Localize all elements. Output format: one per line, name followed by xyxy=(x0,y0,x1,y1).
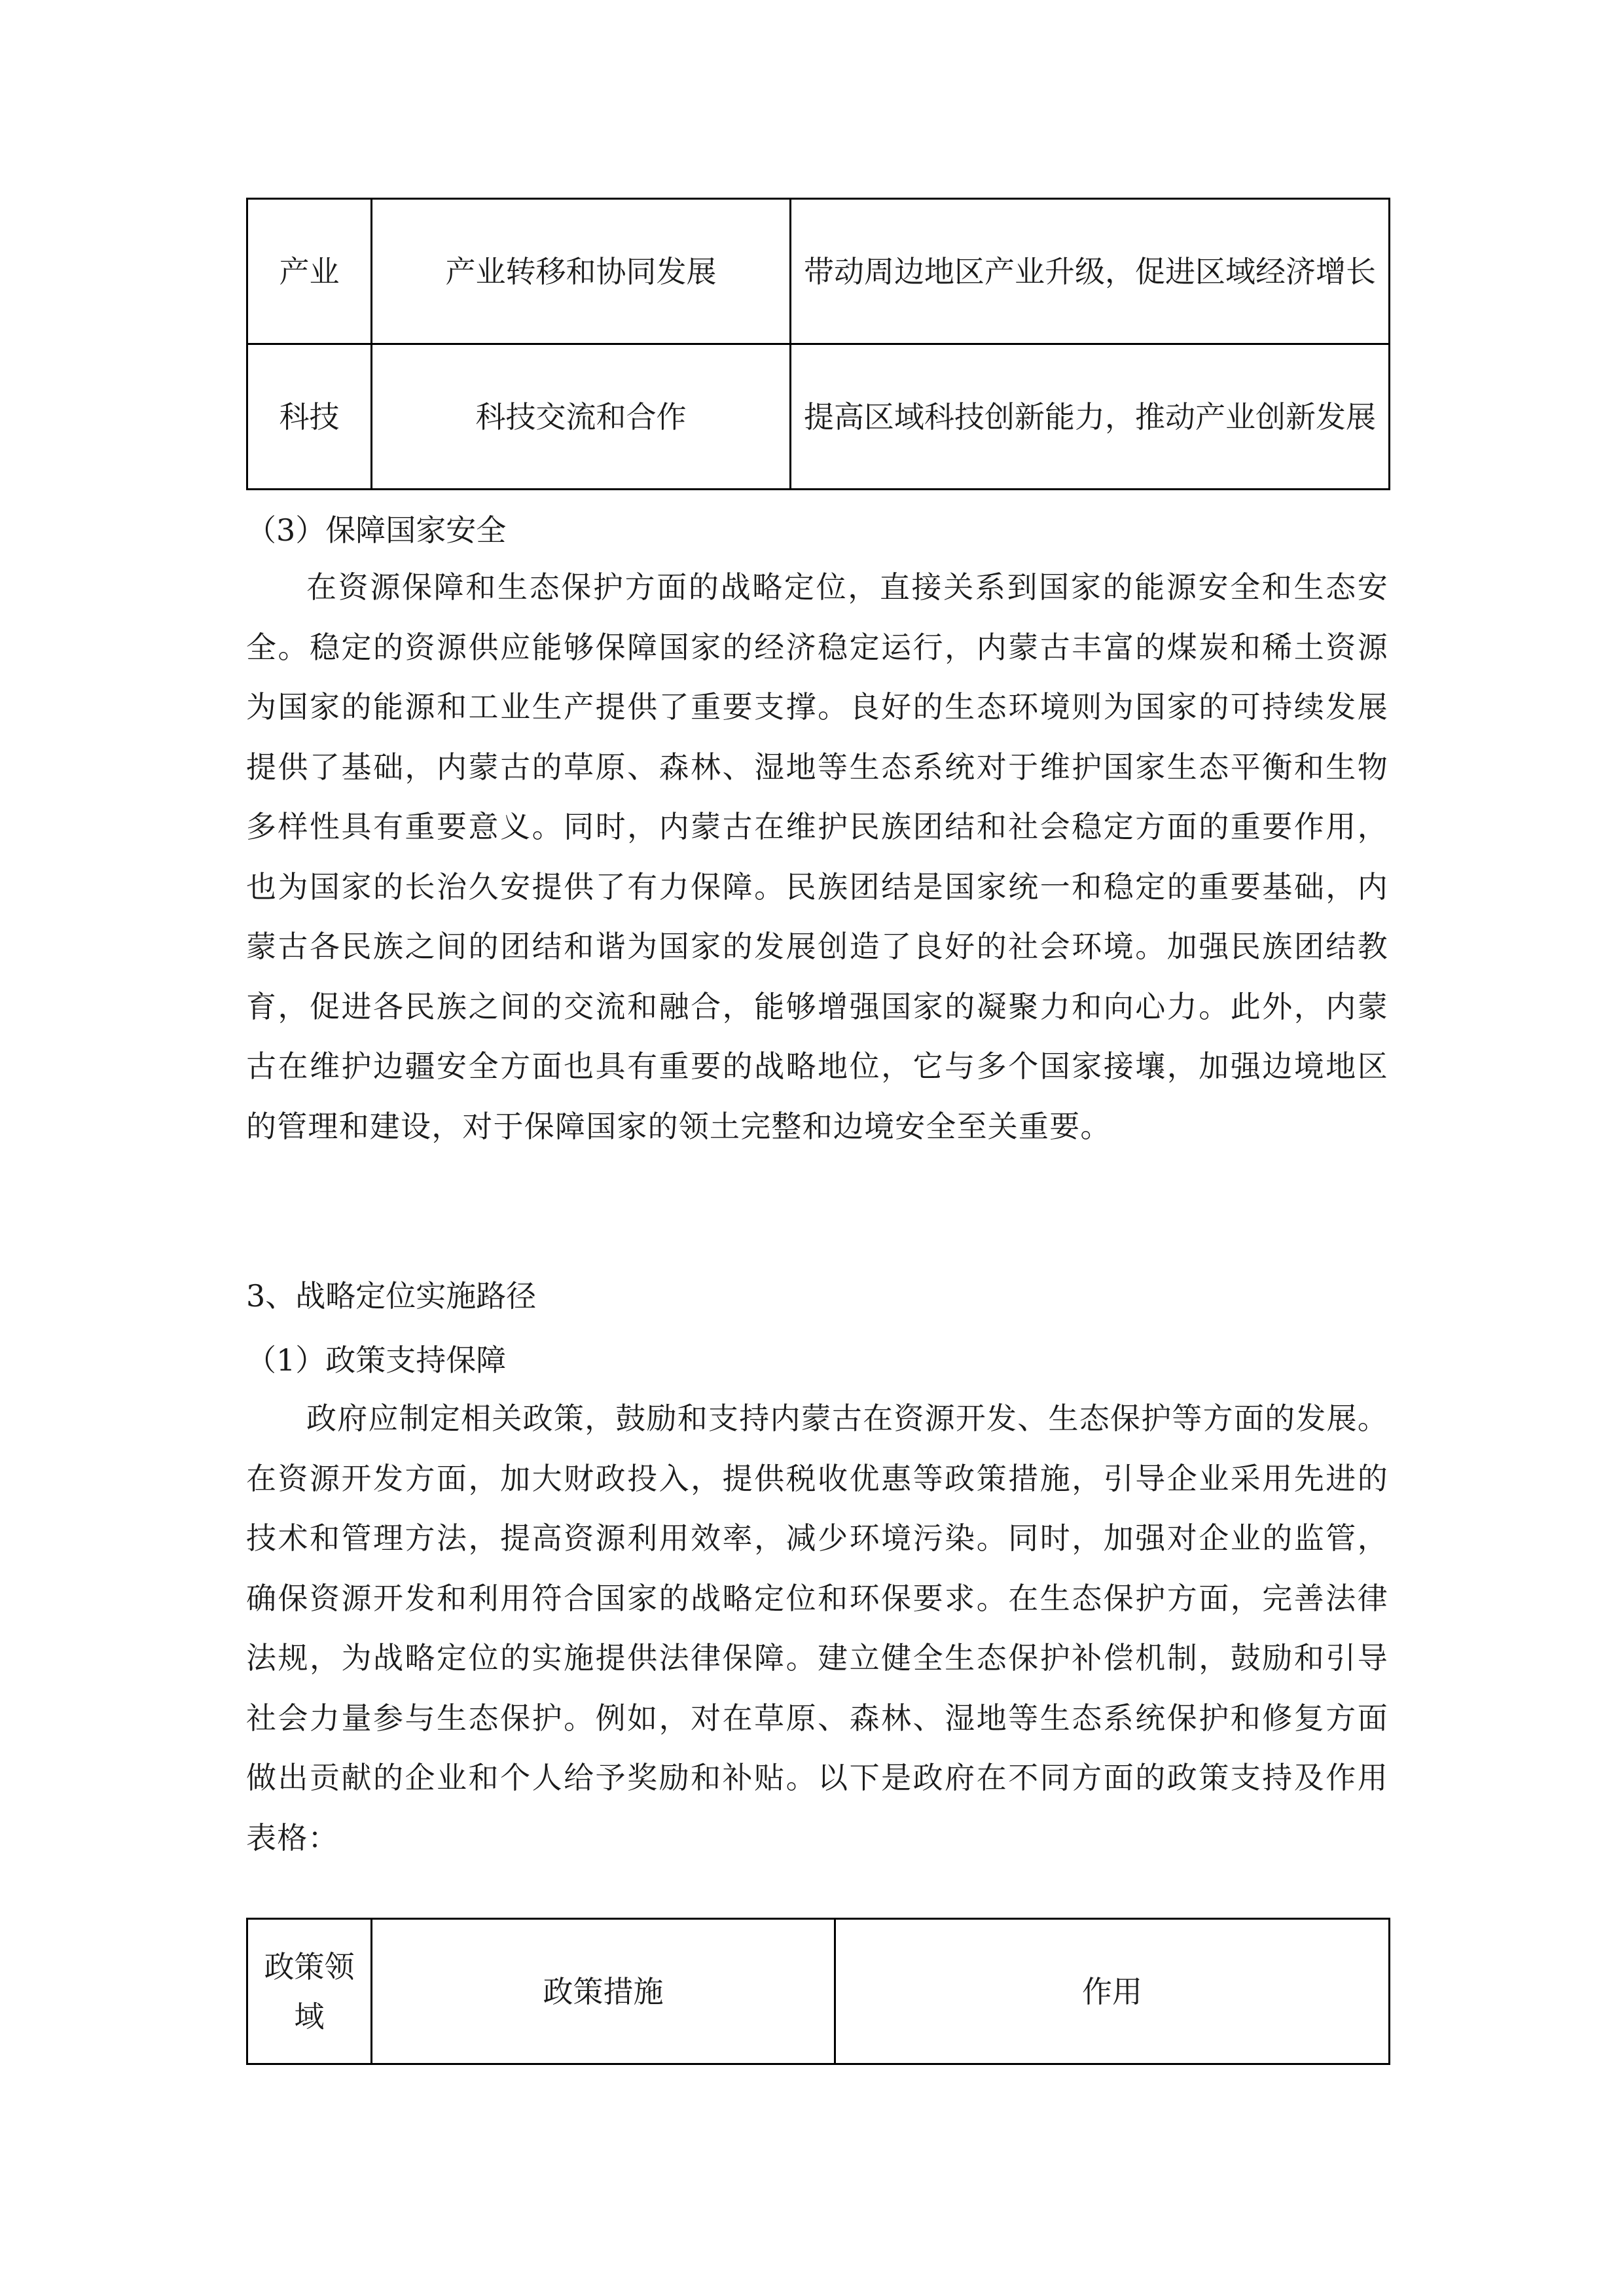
table-row xyxy=(247,199,1390,344)
table-header-effect: 作用 xyxy=(835,1919,1390,2064)
table-cell-measure: 产业转移和协同发展 xyxy=(372,199,791,344)
table-cell-area: 产业 xyxy=(247,199,372,344)
table-cell-measure: 科技交流和合作 xyxy=(372,344,791,490)
table-header-policy-area: 政策领域 xyxy=(247,1919,372,2064)
table-cell-effect: 带动周边地区产业升级，促进区域经济增长 xyxy=(791,199,1390,344)
table-row xyxy=(247,344,1390,490)
table-header-policy-measure: 政策措施 xyxy=(372,1919,835,2064)
cooperation-table xyxy=(246,198,1390,490)
paragraph-policy-support: 政府应制定相关政策，鼓励和支持内蒙古在资源开发、生态保护等方面的发展。在资源开发方面，加大财政投入，提供税收优惠等政策措施，引导企业采用先进的技术和管理方法，提高资源利用效率，减少环境污染。同时，加强对企业的监管，确保资源开发和利用符合国家的战略定位和环保要求。在生态保护方面，完善法律法规，为战略定位的实施提供法律保障。建立健全生态保护补偿机制，鼓励和引导社会力量参与生态保护。例如，对在草原、森林、湿地等生态系统保护和修复方面做出贡献的企业和个人给予奖励和补贴。以下是政府在不同方面的政策支持及作用表格： xyxy=(246,1401,1388,1856)
section-heading-national-security: （3）保障国家安全 xyxy=(246,512,507,548)
section-heading-policy-support: （1）政策支持保障 xyxy=(246,1342,507,1378)
table-header-row xyxy=(247,1919,1390,2064)
table-cell-area: 科技 xyxy=(247,344,372,490)
table-cell-effect: 提高区域科技创新能力，推动产业创新发展 xyxy=(791,344,1390,490)
paragraph-national-security: 在资源保障和生态保护方面的战略定位，直接关系到国家的能源安全和生态安全。稳定的资源供应能够保障国家的经济稳定运行，内蒙古丰富的煤炭和稀土资源为国家的能源和工业生产提供了重要支撑。良好的生态环境则为国家的可持续发展提供了基础，内蒙古的草原、森林、湿地等生态系统对于维护国家生态平衡和生物多样性具有重要意义。同时，内蒙古在维护民族团结和社会稳定方面的重要作用，也为国家的长治久安提供了有力保障。民族团结是国家统一和稳定的重要基础，内蒙古各民族之间的团结和谐为国家的发展创造了良好的社会环境。加强民族团结教育，促进各民族之间的交流和融合，能够增强国家的凝聚力和向心力。此外，内蒙古在维护边疆安全方面也具有重要的战略地位，它与多个国家接壤，加强边境地区的管理和建设，对于保障国家的领土完整和边境安全至关重要。 xyxy=(246,569,1388,1144)
policy-table xyxy=(246,1918,1390,2065)
section-heading-implementation-path: 3、战略定位实施路径 xyxy=(246,1278,537,1314)
